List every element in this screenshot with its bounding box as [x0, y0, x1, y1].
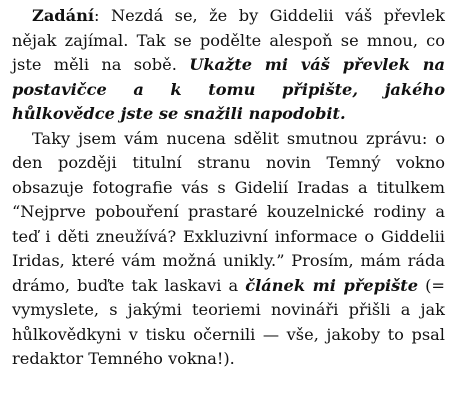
news-task-emphasis: článek mi přepište — [245, 275, 419, 295]
assignment-paragraph — [12, 4, 445, 127]
assignment-text: Nezdá se, že by Giddelii váš převlek nějak zajímal. Tak se podělte alespoň se mnou, co jste měli na sobě. — [12, 6, 445, 74]
assignment-task-emphasis: Ukažte mi váš převlek na postavičce a k tomu připište, jakého hůlkovědce jste se snažili napodobit. — [12, 55, 445, 123]
news-paragraph — [12, 127, 445, 372]
news-text-outro: (= vymyslete, s jakými teoriemi novináři přišli a jak hůlkovědkyni v tisku očernili — vše, jakoby to psal redaktor Temného vokna!). — [12, 275, 445, 368]
assignment-separator: : — [94, 6, 111, 25]
news-text-intro: Taky jsem vám nucena sdělit smutnou zprávu: o den později titulní stranu novin Temný vokno obsazuje fotografie vás s Gidelií Iradas a titulkem “Nejprve pobouření prastaré kouzelnické rodiny a teď i děti zneužívá? Exkluzivní informace o Giddelii Iridas, které vám možná unikly.” Prosím, mám ráda drámo, buďte tak laskavi a — [12, 128, 445, 295]
assignment-label: Zadání — [32, 6, 95, 25]
